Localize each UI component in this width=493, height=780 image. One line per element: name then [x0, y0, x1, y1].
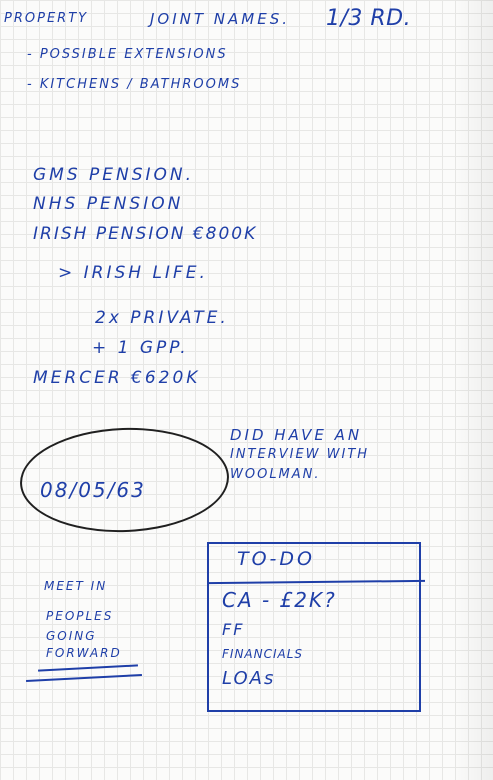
todo-item-ca: CA - £2K? — [222, 588, 337, 612]
mercer: MERCER €620K — [33, 368, 201, 388]
todo-item-loas: LOAs — [222, 668, 276, 689]
irish-pension: IRISH PENSION €800K — [33, 224, 258, 244]
meet-line-3: GOING — [46, 629, 97, 643]
interview-line-1: DID HAVE AN — [230, 426, 363, 444]
page-edge-shadow — [453, 0, 493, 780]
meet-line-4: FORWARD — [46, 646, 122, 660]
nhs-pension: NHS PENSION — [33, 194, 184, 214]
circled-date: 08/05/63 — [40, 478, 146, 502]
todo-title: TO-DO — [237, 548, 316, 570]
irish-life: > IRISH LIFE. — [58, 263, 208, 283]
meet-line-1: MEET IN — [44, 579, 108, 593]
interview-line-2: INTERVIEW WITH — [230, 447, 370, 462]
todo-item-ff: FF — [222, 620, 245, 639]
header-joint-names: JOINT NAMES. — [150, 10, 290, 28]
meet-line-2: PEOPLES — [46, 609, 114, 623]
header-property: PROPERTY — [4, 11, 89, 26]
header-fraction: 1/3 RD. — [326, 6, 412, 31]
interview-line-3: WOOLMAN. — [230, 467, 321, 482]
todo-item-financials: FINANCIALS — [222, 647, 304, 661]
bullet-extensions: - POSSIBLE EXTENSIONS — [27, 47, 228, 62]
meet-underline-2 — [26, 674, 142, 682]
private-pensions: 2x PRIVATE. — [95, 308, 229, 328]
gpp: + 1 GPP. — [92, 338, 189, 358]
meet-underline-1 — [38, 664, 138, 671]
gms-pension: GMS PENSION. — [33, 165, 195, 185]
bullet-kitchens: - KITCHENS / BATHROOMS — [27, 77, 242, 92]
